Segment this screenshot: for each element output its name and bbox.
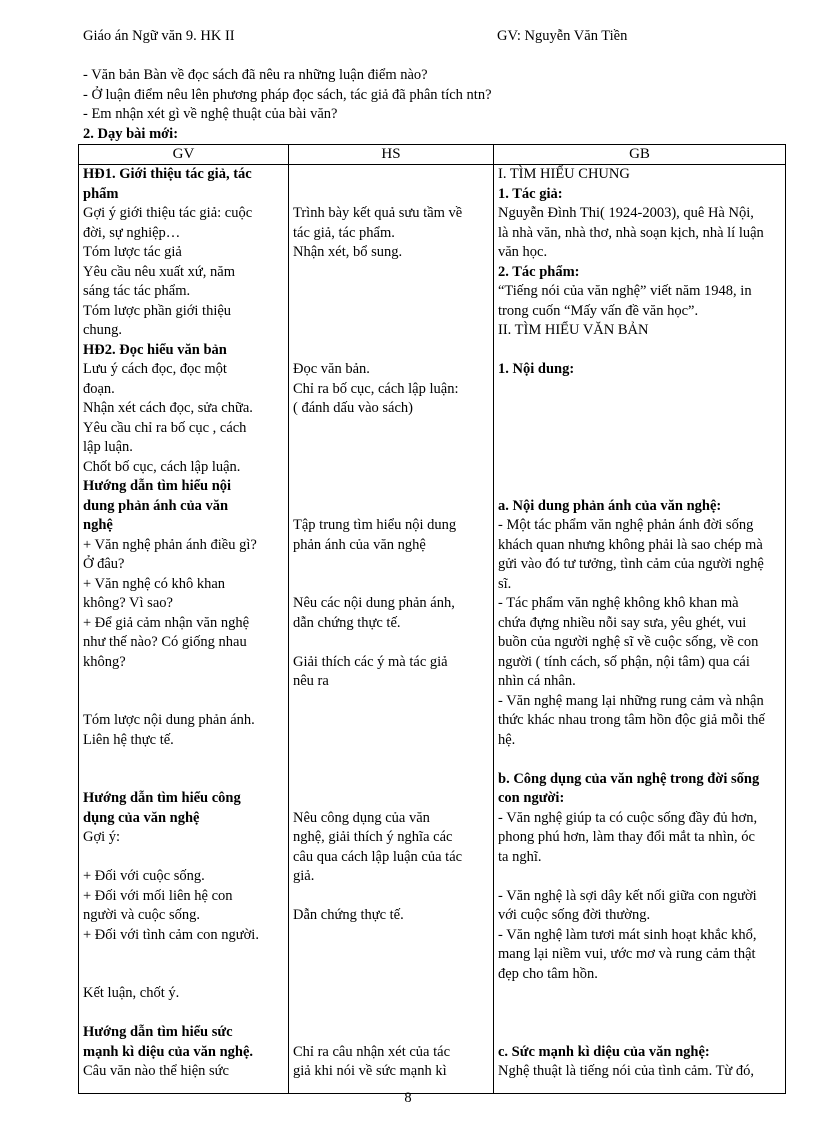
gv-line: sáng tác tác phẩm.: [83, 283, 191, 299]
hs-line: [293, 497, 489, 517]
gb-line: Nghệ thuật là tiếng nói của tình cảm. Từ đó,: [498, 1063, 755, 1079]
hs-line: [293, 926, 489, 946]
gb-line: [498, 867, 781, 887]
column-header-gb: GB: [494, 145, 786, 165]
hs-line: Chỉ ra câu nhận xét của tác: [293, 1043, 451, 1060]
gb-line: b. Công dụng của văn nghệ trong đời sống: [498, 770, 760, 787]
hs-line: [293, 1004, 489, 1024]
gb-line: người ( tính cách, số phận, nội tâm) qua cái: [498, 653, 750, 670]
hs-line: [293, 770, 489, 790]
hs-line: Tập trung tìm hiểu nội dung: [293, 517, 457, 533]
gv-line: [83, 965, 284, 985]
gv-line: Yêu cầu chỉ ra bố cục , cách: [83, 419, 247, 436]
hs-line: dẫn chứng thực tế.: [293, 614, 401, 631]
page-header: [83, 28, 743, 48]
hs-line: [293, 789, 489, 809]
gb-line: [498, 419, 781, 439]
gv-line: [83, 848, 284, 868]
gb-line: [498, 458, 781, 478]
gb-line: [498, 1023, 781, 1043]
gb-cell: [494, 165, 786, 1094]
gb-line: II. TÌM HIỂU VĂN BẢN: [498, 322, 649, 338]
gv-line: [83, 770, 284, 790]
gb-line: - Một tác phẩm văn nghệ phản ánh đời sống: [498, 517, 754, 533]
gv-line: Chốt bố cục, cách lập luận.: [83, 458, 241, 475]
gb-line: - Văn nghệ làm tươi mát sinh hoạt khắc khổ,: [498, 926, 757, 943]
hs-line: [293, 438, 489, 458]
gv-line: Gợi ý:: [83, 829, 121, 845]
hs-line: [293, 185, 489, 205]
gv-line: [83, 692, 284, 712]
hs-line: Nêu các nội dung phản ánh,: [293, 595, 455, 611]
gv-line: Hướng dẫn tìm hiểu nội: [83, 478, 232, 494]
gb-line: thức khác nhau trong tâm hồn độc giả mỗi thế: [498, 712, 765, 728]
gv-line: Hướng dẫn tìm hiểu sức: [83, 1024, 233, 1040]
gv-line: Nhận xét cách đọc, sửa chữa.: [83, 400, 253, 416]
gb-line: với cuộc sống đời thường.: [498, 907, 651, 923]
gb-line: đẹp cho tâm hồn.: [498, 965, 598, 982]
hs-cell: [289, 165, 494, 1094]
gb-line: 1. Nội dung:: [498, 361, 575, 377]
hs-line: [293, 711, 489, 731]
hs-line: [293, 731, 489, 751]
gb-line: văn học.: [498, 244, 548, 260]
gb-line: [498, 1004, 781, 1024]
hs-line: [293, 419, 489, 439]
gv-line: Tóm lược tác giả: [83, 244, 182, 260]
hs-line: Dẫn chứng thực tế.: [293, 907, 404, 923]
gb-line: 2. Tác phẩm:: [498, 263, 580, 280]
gb-line: [498, 341, 781, 361]
gv-line: Lưu ý cách đọc, đọc một: [83, 361, 227, 377]
hs-line: [293, 282, 489, 302]
gv-line: Tóm lược phần giới thiệu: [83, 302, 232, 319]
gv-line: người và cuộc sống.: [83, 907, 201, 923]
gv-line: đoạn.: [83, 380, 115, 397]
gv-line: HĐ2. Đọc hiểu văn bản: [83, 341, 227, 358]
gv-line: đời, sự nghiệp…: [83, 224, 181, 241]
gv-line: dụng của văn nghệ: [83, 809, 200, 826]
gb-line: c. Sức mạnh kì diệu của văn nghệ:: [498, 1043, 710, 1060]
hs-line: [293, 692, 489, 712]
hs-line: [293, 945, 489, 965]
gv-line: không? Vì sao?: [83, 595, 173, 611]
gv-line: Ở đâu?: [83, 556, 125, 572]
gv-line: lập luận.: [83, 439, 133, 455]
gv-cell: [79, 165, 289, 1094]
gb-line: - Văn nghệ giúp ta có cuộc sống đầy đủ hơn,: [498, 809, 758, 826]
hs-line: [293, 477, 489, 497]
column-header-hs: HS: [289, 145, 494, 165]
gv-line: [83, 750, 284, 770]
gv-line: + Để giả cảm nhận văn nghệ: [83, 614, 250, 631]
hs-line: Chỉ ra bố cục, cách lập luận:: [293, 380, 459, 397]
gb-line: ta nghĩ.: [498, 848, 542, 865]
hs-line: [293, 984, 489, 1004]
gv-line: Liên hệ thực tế.: [83, 731, 174, 748]
intro-line: - Văn bản Bàn về đọc sách đã nêu ra những luận điểm nào?: [83, 67, 428, 83]
header-left: Giáo án Ngữ văn 9. HK II: [83, 28, 235, 44]
hs-line: [293, 887, 489, 907]
gv-line: [83, 672, 284, 692]
gb-line: trong cuốn “Mấy vấn đề văn học”.: [498, 302, 699, 319]
hs-line: [293, 321, 489, 341]
hs-line: [293, 633, 489, 653]
gb-line: a. Nội dung phản ánh của văn nghệ:: [498, 497, 722, 514]
gv-line: + Văn nghệ có khô khan: [83, 575, 226, 592]
gv-line: như thế nào? Có giống nhau: [83, 634, 247, 650]
gb-line: [498, 984, 781, 1004]
table-header-row: [79, 145, 786, 165]
header-right: GV: Nguyễn Văn Tiền: [497, 28, 628, 44]
gv-line: dung phản ánh của văn: [83, 497, 229, 514]
hs-line: [293, 750, 489, 770]
intro-line: - Em nhận xét gì về nghệ thuật của bài văn?: [83, 106, 338, 122]
hs-line: [293, 341, 489, 361]
hs-line: câu qua cách lập luận của tác: [293, 848, 463, 865]
hs-line: [293, 458, 489, 478]
gb-line: con người:: [498, 790, 565, 806]
hs-line: ( đánh dấu vào sách): [293, 400, 413, 416]
gb-line: [498, 750, 781, 770]
gv-line: Gợi ý giới thiệu tác giả: cuộc: [83, 205, 253, 221]
hs-line: [293, 555, 489, 575]
gb-line: - Văn nghệ là sợi dây kết nối giữa con người: [498, 887, 757, 904]
gv-line: không?: [83, 653, 126, 670]
intro-questions: [83, 66, 783, 144]
hs-line: giả khi nói về sức mạnh kì: [293, 1063, 447, 1079]
gb-line: - Văn nghệ mang lại những rung cảm và nhận: [498, 692, 764, 709]
gv-line: [83, 1004, 284, 1024]
gb-line: Nguyễn Đình Thi( 1924-2003), quê Hà Nội,: [498, 205, 754, 221]
hs-line: Giải thích các ý mà tác giả: [293, 653, 448, 670]
gb-line: nhìn cá nhân.: [498, 673, 576, 689]
column-header-gv: GV: [79, 145, 289, 165]
gb-line: “Tiếng nói của văn nghệ” viết năm 1948, in: [498, 283, 752, 299]
gb-line: gửi vào đó tư tưởng, tình cảm của người nghệ: [498, 556, 764, 572]
hs-line: Trình bày kết quả sưu tầm về: [293, 205, 463, 221]
hs-line: [293, 263, 489, 283]
lesson-table: [78, 144, 786, 1094]
hs-line: [293, 965, 489, 985]
hs-line: [293, 575, 489, 595]
hs-line: Nêu công dụng của văn: [293, 809, 430, 826]
gv-line: + Đối với tình cảm con người.: [83, 926, 259, 943]
hs-line: [293, 1023, 489, 1043]
gb-line: [498, 438, 781, 458]
gv-line: + Đối với cuộc sống.: [83, 868, 205, 884]
gb-line: hệ.: [498, 731, 516, 748]
gb-line: chứa đựng nhiều nỗi say sưa, yêu ghét, vui: [498, 614, 747, 631]
gv-line: + Văn nghệ phản ánh điều gì?: [83, 536, 257, 553]
gv-line: nghệ: [83, 517, 113, 533]
page-number: 8: [404, 1090, 412, 1106]
hs-line: phản ánh của văn nghệ: [293, 536, 426, 553]
gv-line: + Đối với mối liên hệ con: [83, 887, 233, 904]
gb-line: phong phú hơn, làm thay đổi mắt ta nhìn, óc: [498, 829, 755, 845]
gb-line: - Tác phẩm văn nghệ không khô khan mà: [498, 595, 739, 611]
hs-line: nghệ, giải thích ý nghĩa các: [293, 829, 453, 845]
gv-line: [83, 945, 284, 965]
hs-line: nêu ra: [293, 673, 329, 689]
gv-line: HĐ1. Giới thiệu tác giả, tác: [83, 166, 252, 182]
gv-line: chung.: [83, 322, 123, 338]
gb-line: 1. Tác giả:: [498, 185, 563, 202]
gb-line: sĩ.: [498, 575, 512, 592]
hs-line: tác giả, tác phẩm.: [293, 224, 395, 241]
table-row: [79, 165, 786, 1094]
gb-line: là nhà văn, nhà thơ, nhà soạn kịch, nhà lí luận: [498, 224, 764, 241]
gv-line: Câu văn nào thể hiện sức: [83, 1063, 229, 1079]
gv-line: Tóm lược nội dung phản ánh.: [83, 712, 255, 728]
hs-line: Nhận xét, bổ sung.: [293, 244, 403, 260]
gv-line: Kết luận, chốt ý.: [83, 985, 180, 1001]
gb-line: khách quan nhưng không phải là sao chép mà: [498, 536, 763, 553]
gv-line: mạnh kì diệu của văn nghệ.: [83, 1043, 254, 1060]
hs-line: Đọc văn bản.: [293, 361, 370, 377]
intro-line: - Ở luận điểm nêu lên phương pháp đọc sách, tác giả đã phân tích ntn?: [83, 86, 492, 103]
gb-line: [498, 380, 781, 400]
gv-line: Hướng dẫn tìm hiểu công: [83, 790, 241, 806]
hs-line: giả.: [293, 868, 315, 884]
gv-line: Yêu cầu nêu xuất xứ, năm: [83, 263, 236, 280]
gv-line: phẩm: [83, 185, 119, 202]
gb-line: I. TÌM HIỂU CHUNG: [498, 166, 630, 182]
section-heading: 2. Dạy bài mới:: [83, 125, 179, 142]
gb-line: buồn của người nghệ sĩ về cuộc sống, về con: [498, 634, 759, 650]
hs-line: [293, 302, 489, 322]
gb-line: [498, 399, 781, 419]
hs-line: [293, 165, 489, 185]
gb-line: [498, 477, 781, 497]
gb-line: mang lại niềm vui, ước mơ và rung cảm thật: [498, 946, 756, 962]
